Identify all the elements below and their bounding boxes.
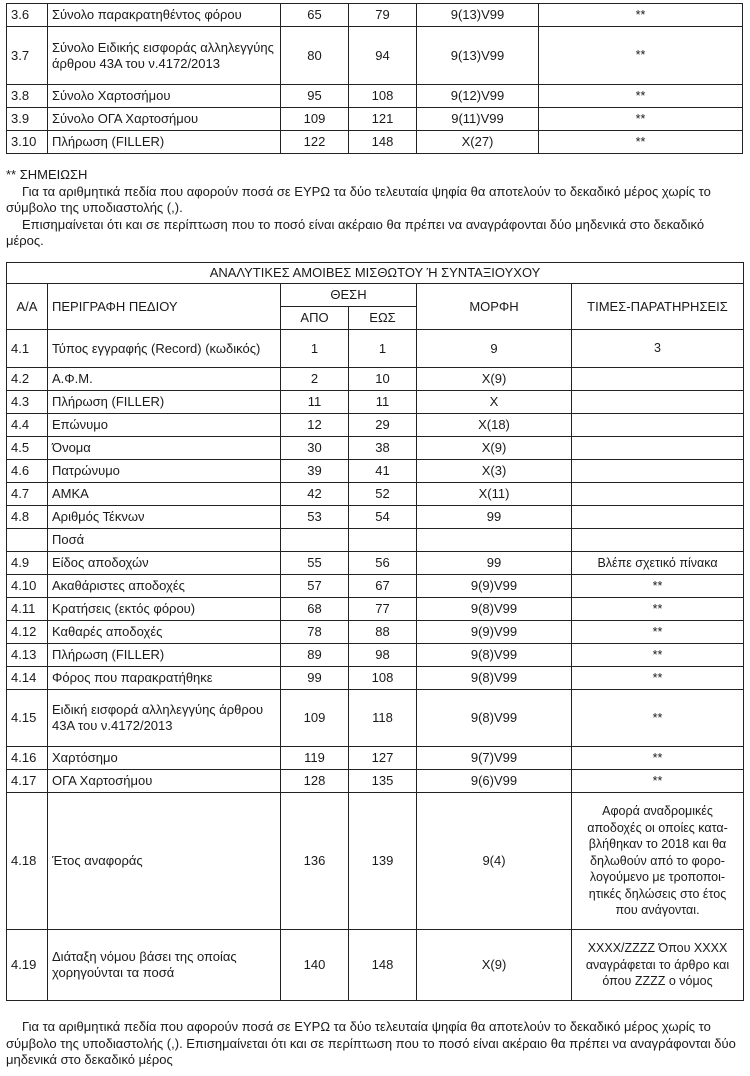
field-position-from: 1 <box>281 330 349 368</box>
note-block-bottom <box>6 1019 744 1069</box>
table-row <box>7 131 743 154</box>
continuation-table-body <box>7 4 743 154</box>
field-number: 4.3 <box>7 391 48 414</box>
field-position-from: 53 <box>281 506 349 529</box>
field-number: 4.19 <box>7 930 48 1001</box>
field-format: 9(7)V99 <box>417 747 572 770</box>
field-description: Πατρώνυμο <box>48 460 281 483</box>
header-num: Α/Α <box>7 284 48 330</box>
field-format: 9(9)V99 <box>417 621 572 644</box>
field-position-to: 121 <box>349 108 417 131</box>
field-number: 3.10 <box>7 131 48 154</box>
field-notes: ** <box>572 575 744 598</box>
field-position-from: 128 <box>281 770 349 793</box>
field-number: 3.9 <box>7 108 48 131</box>
field-description: Ποσά <box>48 529 281 552</box>
table-row <box>7 483 744 506</box>
field-position-from: 30 <box>281 437 349 460</box>
field-format: 9(11)V99 <box>417 108 539 131</box>
field-position-from: 39 <box>281 460 349 483</box>
field-description: Είδος αποδοχών <box>48 552 281 575</box>
field-position-from: 57 <box>281 575 349 598</box>
table-row <box>7 4 743 27</box>
field-number: 4.5 <box>7 437 48 460</box>
header-from: ΑΠΟ <box>281 307 349 330</box>
table-row <box>7 414 744 437</box>
field-description: Φόρος που παρακρατήθηκε <box>48 667 281 690</box>
table-row <box>7 85 743 108</box>
field-position-to: 52 <box>349 483 417 506</box>
field-notes: 3 <box>572 330 744 368</box>
field-notes: ** <box>572 770 744 793</box>
field-notes <box>572 506 744 529</box>
field-format: X(9) <box>417 437 572 460</box>
header-notes: ΤΙΜΕΣ-ΠΑΡΑΤΗΡΗΣΕΙΣ <box>572 284 744 330</box>
field-position-to: 148 <box>349 131 417 154</box>
field-number <box>7 529 48 552</box>
field-format: 9(13)V99 <box>417 27 539 85</box>
field-position-from: 42 <box>281 483 349 506</box>
note-paragraph-bottom: Για τα αριθμητικά πεδία που αφορούν ποσά σε ΕΥΡΩ τα δύο τελευταία ψηφία θα αποτελούν το δεκαδικό μέρος χωρίς το σύμβολο της υποδιαστολής (,). Επισημαίνεται ότι και σε περίπτωση που το ποσό είναι ακέραιο θα πρέπει να αναγράφονται δύο μηδενικά στο δεκαδικό μέρος <box>6 1019 736 1067</box>
field-position-to: 148 <box>349 930 417 1001</box>
field-number: 4.2 <box>7 368 48 391</box>
field-position-to: 127 <box>349 747 417 770</box>
field-format: X <box>417 391 572 414</box>
note-paragraph-zeros: Επισημαίνεται ότι και σε περίπτωση που το ποσό είναι ακέραιο θα πρέπει να αναγράφονται δύο μηδενικά στο δεκαδικό μέρος. <box>6 216 705 248</box>
field-description: Κρατήσεις (εκτός φόρου) <box>48 598 281 621</box>
field-position-from: 109 <box>281 690 349 747</box>
field-number: 3.7 <box>7 27 48 85</box>
field-notes: ** <box>572 667 744 690</box>
field-notes: ** <box>572 621 744 644</box>
field-number: 3.6 <box>7 4 48 27</box>
table-row <box>7 108 743 131</box>
field-position-to: 38 <box>349 437 417 460</box>
field-notes: Βλέπε σχετικό πίνακα <box>572 552 744 575</box>
field-position-from: 11 <box>281 391 349 414</box>
field-number: 4.15 <box>7 690 48 747</box>
field-format: 9(8)V99 <box>417 644 572 667</box>
field-description: Ακαθάριστες αποδοχές <box>48 575 281 598</box>
table-row <box>7 621 744 644</box>
field-position-to: 54 <box>349 506 417 529</box>
field-position-to: 139 <box>349 793 417 930</box>
field-number: 4.1 <box>7 330 48 368</box>
field-position-to: 108 <box>349 667 417 690</box>
field-format: 99 <box>417 506 572 529</box>
field-position-from: 55 <box>281 552 349 575</box>
field-position-from: 119 <box>281 747 349 770</box>
field-notes: Αφορά αναδρομικές αποδοχές οι οποίες κατα-βλήθηκαν το 2018 και θα δηλωθούν από το φορο-λογούμενο με τροποποι-ητικές δηλώσεις στο έτος που ανάγονται. <box>572 793 744 930</box>
field-format: 9(4) <box>417 793 572 930</box>
field-position-to: 1 <box>349 330 417 368</box>
field-format: 9(6)V99 <box>417 770 572 793</box>
field-position-to: 29 <box>349 414 417 437</box>
field-position-from: 109 <box>281 108 349 131</box>
field-position-from: 12 <box>281 414 349 437</box>
field-format: 9(13)V99 <box>417 4 539 27</box>
table-row <box>7 793 744 930</box>
field-description: ΟΓΑ Χαρτοσήμου <box>48 770 281 793</box>
header-description: ΠΕΡΙΓΡΑΦΗ ΠΕΔΙΟΥ <box>48 284 281 330</box>
header-format: ΜΟΡΦΗ <box>417 284 572 330</box>
field-position-from: 80 <box>281 27 349 85</box>
field-position-from: 2 <box>281 368 349 391</box>
table-row <box>7 460 744 483</box>
table-row <box>7 552 744 575</box>
field-position-to: 11 <box>349 391 417 414</box>
table-row <box>7 690 744 747</box>
table-row <box>7 27 743 85</box>
field-position-from <box>281 529 349 552</box>
field-description: Πλήρωση (FILLER) <box>48 131 281 154</box>
field-format: 9 <box>417 330 572 368</box>
field-description: Πλήρωση (FILLER) <box>48 391 281 414</box>
field-description: Σύνολο παρακρατηθέντος φόρου <box>48 4 281 27</box>
field-notes: ** <box>539 4 743 27</box>
table-row <box>7 770 744 793</box>
field-description: Έτος αναφοράς <box>48 793 281 930</box>
field-position-to: 118 <box>349 690 417 747</box>
table-row <box>7 391 744 414</box>
field-number: 4.16 <box>7 747 48 770</box>
field-format: 9(8)V99 <box>417 690 572 747</box>
field-number: 4.13 <box>7 644 48 667</box>
table-row <box>7 575 744 598</box>
field-description: Διάταξη νόμου βάσει της οποίας χορηγούνται τα ποσά <box>48 930 281 1001</box>
field-notes: ** <box>539 27 743 85</box>
field-notes <box>572 414 744 437</box>
field-notes: ** <box>572 690 744 747</box>
field-notes: ** <box>539 131 743 154</box>
field-format: X(11) <box>417 483 572 506</box>
field-notes: ** <box>572 644 744 667</box>
field-description: ΑΜΚΑ <box>48 483 281 506</box>
field-number: 4.4 <box>7 414 48 437</box>
field-notes <box>572 483 744 506</box>
field-notes <box>572 391 744 414</box>
note-heading: ** ΣΗΜΕΙΩΣΗ <box>6 167 88 182</box>
field-notes <box>572 529 744 552</box>
field-position-to: 77 <box>349 598 417 621</box>
field-description: Σύνολο ΟΓΑ Χαρτοσήμου <box>48 108 281 131</box>
field-position-from: 140 <box>281 930 349 1001</box>
employee-pay-fields-table <box>6 262 744 1001</box>
field-position-to: 79 <box>349 4 417 27</box>
field-number: 4.11 <box>7 598 48 621</box>
field-format: 99 <box>417 552 572 575</box>
field-notes: ** <box>572 747 744 770</box>
field-number: 4.18 <box>7 793 48 930</box>
field-position-to: 10 <box>349 368 417 391</box>
field-position-to: 56 <box>349 552 417 575</box>
field-position-to: 94 <box>349 27 417 85</box>
field-format: 9(8)V99 <box>417 667 572 690</box>
field-position-from: 99 <box>281 667 349 690</box>
field-notes: ** <box>539 108 743 131</box>
field-notes: XXXX/ZZZZ Όπου XXXX αναγράφεται το άρθρο και όπου ZZZZ ο νόμος <box>572 930 744 1001</box>
field-position-to: 88 <box>349 621 417 644</box>
field-position-from: 68 <box>281 598 349 621</box>
field-notes: ** <box>539 85 743 108</box>
field-position-from: 65 <box>281 4 349 27</box>
field-position-to: 41 <box>349 460 417 483</box>
field-notes: ** <box>572 598 744 621</box>
field-position-to: 135 <box>349 770 417 793</box>
field-number: 3.8 <box>7 85 48 108</box>
field-position-from: 78 <box>281 621 349 644</box>
field-description: Ειδική εισφορά αλληλεγγύης άρθρου 43Α του ν.4172/2013 <box>48 690 281 747</box>
field-format: X(3) <box>417 460 572 483</box>
field-description: Τύπος εγγραφής (Record) (κωδικός) <box>48 330 281 368</box>
field-description: Επώνυμο <box>48 414 281 437</box>
field-format: 9(9)V99 <box>417 575 572 598</box>
field-description: Χαρτόσημο <box>48 747 281 770</box>
table-row <box>7 598 744 621</box>
field-description: Καθαρές αποδοχές <box>48 621 281 644</box>
table-row <box>7 747 744 770</box>
field-notes <box>572 460 744 483</box>
table-row <box>7 667 744 690</box>
field-description: Όνομα <box>48 437 281 460</box>
field-description: Αριθμός Τέκνων <box>48 506 281 529</box>
field-number: 4.8 <box>7 506 48 529</box>
header-to: ΕΩΣ <box>349 307 417 330</box>
table-row <box>7 330 744 368</box>
field-number: 4.9 <box>7 552 48 575</box>
field-position-from: 89 <box>281 644 349 667</box>
field-description: Σύνολο Ειδικής εισφοράς αλληλεγγύης άρθρου 43Α του ν.4172/2013 <box>48 27 281 85</box>
table-row <box>7 930 744 1001</box>
table-row <box>7 437 744 460</box>
field-format: X(27) <box>417 131 539 154</box>
field-format: 9(8)V99 <box>417 598 572 621</box>
table-row <box>7 529 744 552</box>
table-row <box>7 644 744 667</box>
field-description: Σύνολο Χαρτοσήμου <box>48 85 281 108</box>
field-format: X(9) <box>417 368 572 391</box>
field-format: X(9) <box>417 930 572 1001</box>
field-position-from: 95 <box>281 85 349 108</box>
table-title: ΑΝΑΛΥΤΙΚΕΣ ΑΜΟΙΒΕΣ ΜΙΣΘΩΤΟΥ Ή ΣΥΝΤΑΞΙΟΥΧΟΥ <box>7 263 744 284</box>
note-block-top <box>6 167 744 250</box>
field-position-to: 67 <box>349 575 417 598</box>
table-row <box>7 368 744 391</box>
field-format: X(18) <box>417 414 572 437</box>
note-paragraph-decimal: Για τα αριθμητικά πεδία που αφορούν ποσά σε ΕΥΡΩ τα δύο τελευταία ψηφία θα αποτελούν το δεκαδικό μέρος χωρίς το σύμβολο της υποδιαστολής (,). <box>6 183 711 215</box>
fields-table-continuation <box>6 3 743 154</box>
table-row <box>7 506 744 529</box>
field-format: 9(12)V99 <box>417 85 539 108</box>
field-notes <box>572 368 744 391</box>
field-number: 4.12 <box>7 621 48 644</box>
field-position-to <box>349 529 417 552</box>
field-position-to: 98 <box>349 644 417 667</box>
field-number: 4.10 <box>7 575 48 598</box>
field-position-to: 108 <box>349 85 417 108</box>
field-number: 4.7 <box>7 483 48 506</box>
field-position-from: 122 <box>281 131 349 154</box>
field-notes <box>572 437 744 460</box>
main-table-body <box>7 330 744 1001</box>
field-number: 4.6 <box>7 460 48 483</box>
field-description: Πλήρωση (FILLER) <box>48 644 281 667</box>
field-format <box>417 529 572 552</box>
field-number: 4.14 <box>7 667 48 690</box>
field-number: 4.17 <box>7 770 48 793</box>
field-position-from: 136 <box>281 793 349 930</box>
header-position: ΘΕΣΗ <box>281 284 417 307</box>
field-description: Α.Φ.Μ. <box>48 368 281 391</box>
